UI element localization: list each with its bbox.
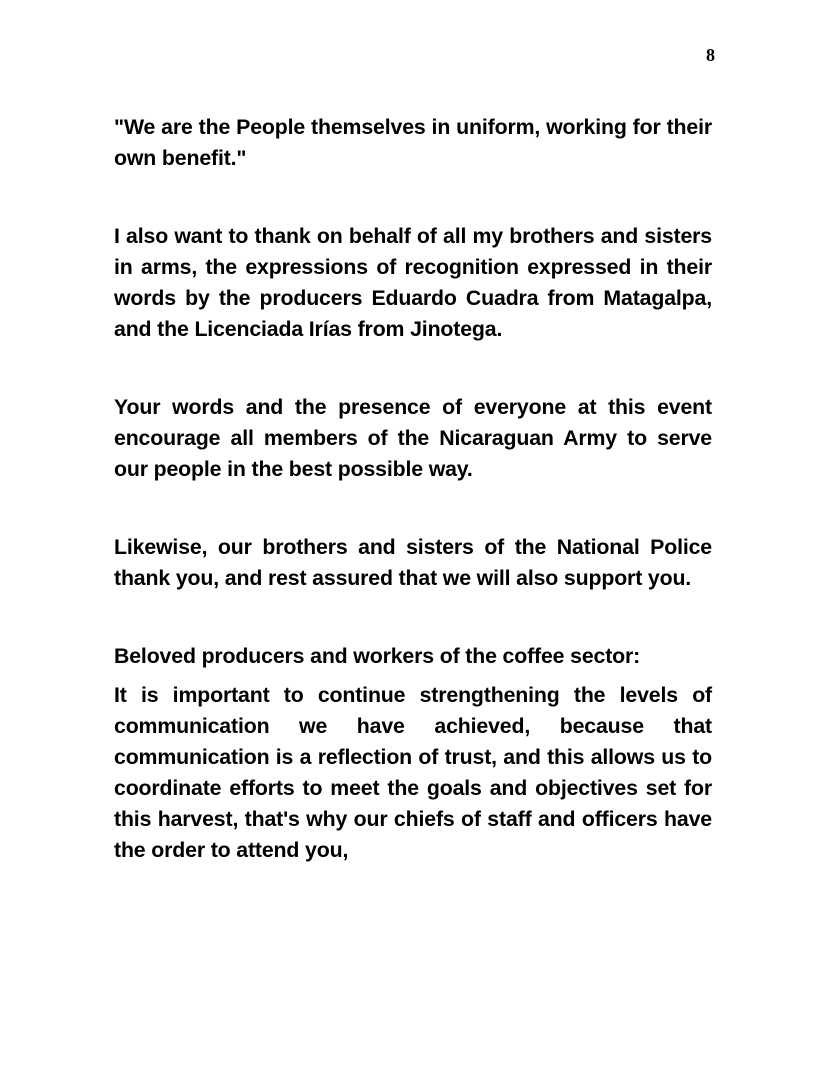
paragraph-words-and-presence: Your words and the presence of everyone at this event encourage all members of the Nicaraguan Army to serve our people in the best possible way. (114, 395, 712, 481)
paragraph-spacer (114, 345, 712, 392)
paragraph-spacer (114, 174, 712, 221)
paragraph-quote-people-in-uniform: "We are the People themselves in uniform, working for their own benefit." (114, 115, 712, 170)
paragraph-thanks-to-producers: I also want to thank on behalf of all my brothers and sisters in arms, the expressions of recognition expressed in their words by the producers Eduardo Cuadra from Matagalpa, and the Licenciada Irías from Jinotega. (114, 224, 712, 341)
paragraph-communication-levels: It is important to continue strengthening the levels of communication we have achieved, because that communication is a reflection of trust, and this allows us to coordinate efforts to meet the goals and objectives set for this harvest, that's why our chiefs of staff and officers have the order to attend you, (114, 683, 712, 862)
paragraph-spacer (114, 594, 712, 641)
paragraph-national-police-thanks: Likewise, our brothers and sisters of the National Police thank you, and rest assured that we will also support you. (114, 535, 712, 590)
page-number: 8 (706, 45, 715, 65)
document-body (114, 112, 712, 866)
paragraph-spacer (114, 672, 712, 680)
paragraph-spacer (114, 485, 712, 532)
paragraph-salutation-coffee-sector: Beloved producers and workers of the coffee sector: (114, 644, 641, 668)
